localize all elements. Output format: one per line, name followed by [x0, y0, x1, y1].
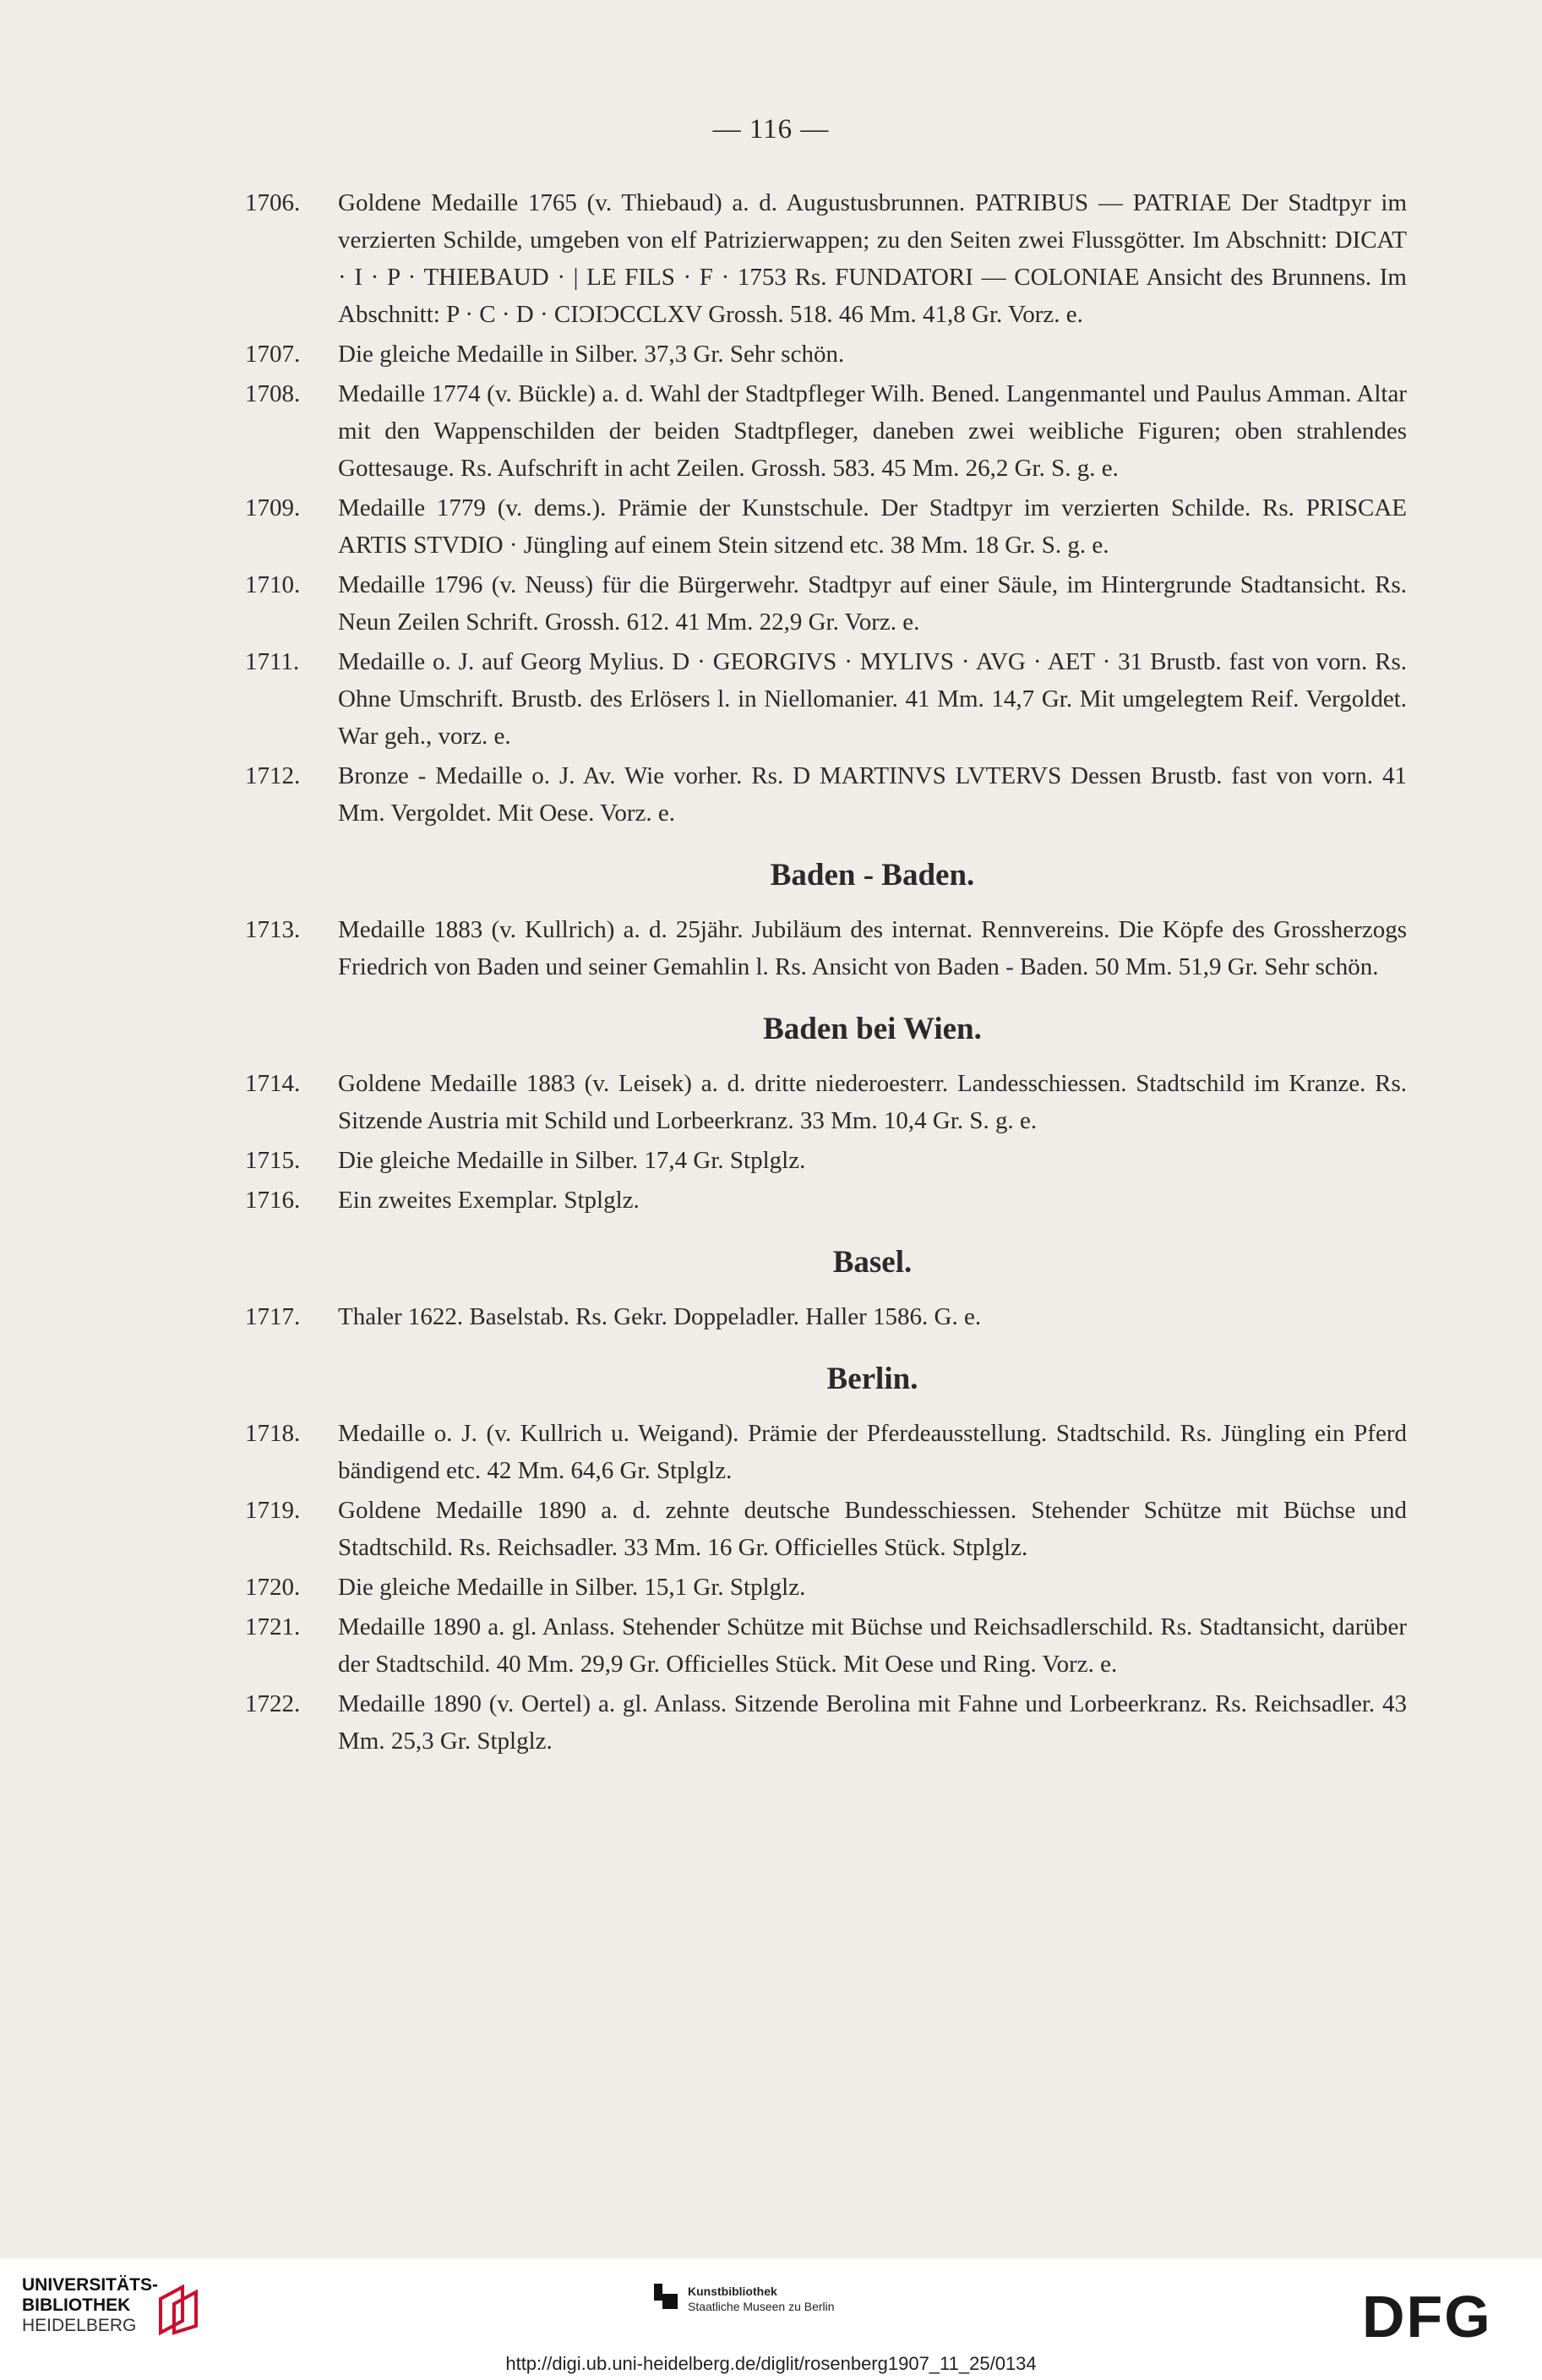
catalog-entry [245, 1298, 1407, 1335]
entry-number: 1716. [245, 1187, 301, 1214]
entry-text: Ein zweites Exemplar. Stplglz. [338, 1187, 640, 1214]
ub-logo-mark-icon [157, 2284, 210, 2336]
catalog-entry [245, 336, 1407, 373]
entry-number: 1706. [245, 189, 301, 216]
entry-text: Medaille o. J. auf Georg Mylius. D · GEORGIVS · MYLIVS · AVG · AET · 31 Brustb. fast von vorn. Rs. Ohne Umschrift. Brustb. des Erlösers l. in Niellomanier. 41 Mm. 14,7 Gr. Mit umgelegtem Reif. Vergoldet. War geh., vorz. e. [338, 648, 1407, 750]
entry-number: 1715. [245, 1147, 301, 1174]
entry-number: 1718. [245, 1420, 301, 1447]
page-number: — 116 — [712, 114, 830, 145]
entry-number: 1713. [245, 916, 301, 943]
entry-number: 1707. [245, 341, 301, 368]
catalog-entry [245, 1608, 1407, 1683]
entry-text: Bronze - Medaille o. J. Av. Wie vorher. Rs. D MARTINVS LVTERVS Dessen Brustb. fast von vorn. 41 Mm. Vergoldet. Mit Oese. Vorz. e. [338, 762, 1407, 827]
entry-number: 1711. [245, 648, 300, 675]
catalog-entry [245, 184, 1407, 333]
entries-group-baden-bei-wien [245, 1065, 1407, 1219]
entry-number: 1709. [245, 494, 301, 521]
section-heading-basel: Basel. [832, 1245, 913, 1280]
catalog-entry [245, 757, 1407, 832]
footer-bar [0, 2258, 1542, 2380]
entry-number: 1708. [245, 380, 301, 407]
entry-text: Goldene Medaille 1765 (v. Thiebaud) a. d. Augustusbrunnen. PATRIBUS — PATRIAE Der Stadtpyr im verzierten Schilde, umgeben von elf Patrizierwappen; zu den Seiten zwei Flussgötter. Im Abschnitt: DICAT · I · P · THIEBAUD · | LE FILS · F · 1753 Rs. FUNDATORI — COLONIAE Ansicht des Brunnens. Im Abschnitt: P · C · D · CIƆIƆCCLXV Grossh. 518. 46 Mm. 41,8 Gr. Vorz. e. [338, 189, 1407, 328]
entry-number: 1721. [245, 1613, 301, 1640]
kunstbibliothek-logo[interactable] [654, 2284, 835, 2314]
entry-number: 1714. [245, 1070, 301, 1097]
catalog-entry [245, 643, 1407, 755]
entry-number: 1720. [245, 1574, 301, 1601]
catalog-text [245, 184, 1407, 1762]
ub-logo-line-3: HEIDELBERG [22, 2316, 137, 2335]
entry-text: Medaille 1883 (v. Kullrich) a. d. 25jähr. Jubiläum des internat. Rennvereins. Die Köpfe des Grossherzogs Friedrich von Baden und seiner Gemahlin l. Rs. Ansicht von Baden - Baden. 50 Mm. 51,9 Gr. Sehr schön. [338, 916, 1407, 980]
kunstbibliothek-subtitle: Staatliche Museen zu Berlin [688, 2300, 835, 2313]
catalog-entry [245, 489, 1407, 564]
section-heading-berlin: Berlin. [826, 1362, 918, 1396]
entry-number: 1719. [245, 1497, 301, 1524]
ub-logo-line-2: BIBLIOTHEK [22, 2295, 131, 2315]
entry-text: Thaler 1622. Baselstab. Rs. Gekr. Doppeladler. Haller 1586. G. e. [338, 1303, 982, 1330]
section-heading-baden-baden: Baden - Baden. [770, 858, 975, 892]
entry-text: Medaille o. J. (v. Kullrich u. Weigand). Prämie der Pferdeausstellung. Stadtschild. Rs. Jüngling ein Pferd bändigend etc. 42 Mm. 64,6 Gr. Stplglz. [338, 1420, 1407, 1484]
entry-number: 1712. [245, 762, 301, 789]
entries-group-augsburg [245, 184, 1407, 832]
catalog-entry [245, 1492, 1407, 1566]
entries-group-baden-baden [245, 911, 1407, 985]
entry-text: Die gleiche Medaille in Silber. 17,4 Gr. Stplglz. [338, 1147, 806, 1174]
dfg-logo[interactable]: DFG [1362, 2284, 1492, 2350]
catalog-entry [245, 1182, 1407, 1219]
ub-logo-line-1: UNIVERSITÄTS- [22, 2275, 159, 2295]
entry-text: Goldene Medaille 1883 (v. Leisek) a. d. dritte niederoesterr. Landesschiessen. Stadtschild im Kranze. Rs. Sitzende Austria mit Schild und Lorbeerkranz. 33 Mm. 10,4 Gr. S. g. e. [338, 1070, 1407, 1134]
catalog-entry [245, 911, 1407, 985]
catalog-entry [245, 1569, 1407, 1606]
catalog-entry [245, 1142, 1407, 1179]
entry-text: Medaille 1796 (v. Neuss) für die Bürgerwehr. Stadtpyr auf einer Säule, im Hintergrunde Stadtansicht. Rs. Neun Zeilen Schrift. Grossh. 612. 41 Mm. 22,9 Gr. Vorz. e. [338, 571, 1407, 636]
entry-number: 1722. [245, 1690, 301, 1717]
ub-heidelberg-logo[interactable] [22, 2275, 158, 2336]
catalog-entry [245, 1065, 1407, 1139]
entry-text: Medaille 1890 (v. Oertel) a. gl. Anlass. Sitzende Berolina mit Fahne und Lorbeerkranz. Rs. Reichsadler. 43 Mm. 25,3 Gr. Stplglz. [338, 1690, 1407, 1755]
source-url-link[interactable]: http://digi.ub.uni-heidelberg.de/diglit/rosenberg1907_11_25/0134 [505, 2353, 1037, 2374]
catalog-entry [245, 375, 1407, 487]
section-heading-baden-bei-wien: Baden bei Wien. [763, 1012, 982, 1046]
entry-text: Medaille 1774 (v. Bückle) a. d. Wahl der Stadtpfleger Wilh. Bened. Langenmantel und Paulus Amman. Altar mit den Wappenschilden der beiden Stadtpfleger, daneben zwei weibliche Figuren; oben strahlendes Gottesauge. Rs. Aufschrift in acht Zeilen. Grossh. 583. 45 Mm. 26,2 Gr. S. g. e. [338, 380, 1407, 482]
entry-text: Die gleiche Medaille in Silber. 37,3 Gr. Sehr schön. [338, 341, 845, 368]
entry-text: Goldene Medaille 1890 a. d. zehnte deutsche Bundesschiessen. Stehender Schütze mit Büchse und Stadtschild. Rs. Reichsadler. 33 Mm. 16 Gr. Officielles Stück. Stplglz. [338, 1497, 1407, 1561]
catalog-entry [245, 1415, 1407, 1489]
entry-number: 1717. [245, 1303, 301, 1330]
entries-group-berlin [245, 1415, 1407, 1760]
kunstbibliothek-name: Kunstbibliothek [688, 2284, 777, 2298]
catalog-entry [245, 1685, 1407, 1760]
entry-text: Medaille 1779 (v. dems.). Prämie der Kunstschule. Der Stadtpyr im verzierten Schilde. Rs. PRISCAE ARTIS STVDIO · Jüngling auf einem Stein sitzend etc. 38 Mm. 18 Gr. S. g. e. [338, 494, 1407, 559]
kunstbibliothek-mark-icon [654, 2284, 678, 2309]
entry-text: Medaille 1890 a. gl. Anlass. Stehender Schütze mit Büchse und Reichsadlerschild. Rs. Stadtansicht, darüber der Stadtschild. 40 Mm. 29,9 Gr. Officielles Stück. Mit Oese und Ring. Vorz. e. [338, 1613, 1407, 1678]
entries-group-basel [245, 1298, 1407, 1335]
entry-text: Die gleiche Medaille in Silber. 15,1 Gr. Stplglz. [338, 1574, 806, 1601]
entry-number: 1710. [245, 571, 301, 598]
catalog-entry [245, 566, 1407, 641]
